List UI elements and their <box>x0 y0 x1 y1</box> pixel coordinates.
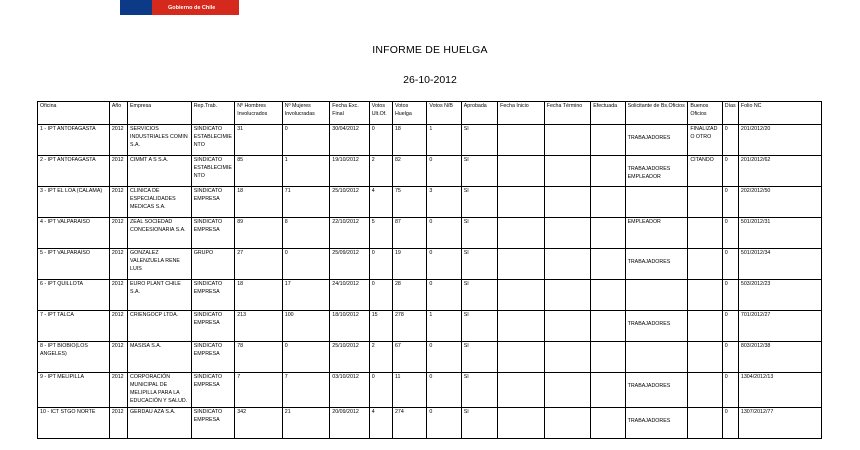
table-row <box>38 218 822 249</box>
cell-fecha-termino <box>544 311 591 342</box>
cell-fecha-inicio <box>498 407 545 438</box>
cell-votos-huelga: 87 <box>392 218 426 249</box>
cell-hombres: 18 <box>235 187 283 218</box>
cell-fecha-exc: 24/10/2012 <box>330 280 369 311</box>
cell-fecha-exc: 25/09/2012 <box>330 249 369 280</box>
cell-rep: GRUPO <box>191 249 234 280</box>
cell-votos-ult: 2 <box>369 156 392 187</box>
table-body <box>38 125 822 439</box>
cell-rep: SINDICATO ESTABLECIMIENTO <box>191 125 234 156</box>
report-date: 26-10-2012 <box>403 74 457 86</box>
column-header: Empresa <box>128 102 192 125</box>
cell-anio: 2012 <box>109 407 127 438</box>
table-row <box>38 311 822 342</box>
cell-aprobada: SI <box>461 311 497 342</box>
cell-mujeres: 100 <box>282 311 330 342</box>
cell-hombres: 7 <box>235 373 283 408</box>
cell-fecha-exc: 03/10/2012 <box>330 373 369 408</box>
table-row <box>38 280 822 311</box>
column-header: Buenos Oficios <box>688 102 722 125</box>
cell-oficina: 10 - ICT STGO NORTE <box>38 407 110 438</box>
cell-fecha-termino <box>544 249 591 280</box>
cell-solicitante <box>625 342 688 373</box>
cell-aprobada: SI <box>461 218 497 249</box>
cell-buenos-oficios <box>688 311 722 342</box>
cell-anio: 2012 <box>109 373 127 408</box>
cell-hombres: 342 <box>235 407 283 438</box>
cell-buenos-oficios <box>688 373 722 408</box>
column-header: Votos N/B <box>427 102 461 125</box>
cell-rep: SINDICATO EMPRESA <box>191 373 234 408</box>
cell-buenos-oficios <box>688 280 722 311</box>
cell-folio: 201/2012/62 <box>738 156 821 187</box>
cell-fecha-termino <box>544 218 591 249</box>
cell-votos-ult: 0 <box>369 280 392 311</box>
cell-votos-nb: 1 <box>427 311 461 342</box>
column-header: Nº Mujeres Involucradas <box>282 102 330 125</box>
cell-mujeres: 21 <box>282 407 330 438</box>
cell-dias: 0 <box>722 125 738 156</box>
column-header: Folio NC <box>738 102 821 125</box>
cell-anio: 2012 <box>109 187 127 218</box>
cell-votos-huelga: 11 <box>392 373 426 408</box>
cell-votos-ult: 4 <box>369 407 392 438</box>
cell-votos-ult: 4 <box>369 187 392 218</box>
cell-votos-nb: 1 <box>427 125 461 156</box>
solicitante-bottom: TRABAJADORES <box>627 259 671 265</box>
cell-dias: 0 <box>722 373 738 408</box>
column-header: Votos Ult.Of. <box>369 102 392 125</box>
cell-hombres: 18 <box>235 280 283 311</box>
cell-fecha-termino <box>544 407 591 438</box>
cell-fecha-termino <box>544 156 591 187</box>
cell-efectuada <box>591 342 625 373</box>
cell-fecha-termino <box>544 187 591 218</box>
cell-votos-huelga: 274 <box>392 407 426 438</box>
cell-aprobada: SI <box>461 125 497 156</box>
column-header: Oficina <box>38 102 110 125</box>
cell-oficina: 5 - IPT VALPARAISO <box>38 249 110 280</box>
cell-mujeres: 17 <box>282 280 330 311</box>
cell-votos-ult: 5 <box>369 218 392 249</box>
cell-efectuada <box>591 156 625 187</box>
cell-hombres: 27 <box>235 249 283 280</box>
cell-buenos-oficios: CITANDO <box>688 156 722 187</box>
solicitante-bottom: TRABAJADORES EMPLEADOR <box>627 166 671 180</box>
cell-oficina: 2 - IPT ANTOFAGASTA <box>38 156 110 187</box>
cell-fecha-inicio <box>498 249 545 280</box>
cell-mujeres: 8 <box>282 218 330 249</box>
column-header: Votos Huelga <box>392 102 426 125</box>
cell-dias: 0 <box>722 311 738 342</box>
cell-aprobada: SI <box>461 280 497 311</box>
cell-solicitante <box>625 187 688 218</box>
cell-dias: 0 <box>722 218 738 249</box>
cell-anio: 2012 <box>109 342 127 373</box>
cell-solicitante <box>625 407 688 438</box>
column-header: Fecha Exc. Final <box>330 102 369 125</box>
cell-folio: 201/2012/20 <box>738 125 821 156</box>
logo-blue-block <box>120 0 152 15</box>
cell-fecha-termino <box>544 125 591 156</box>
cell-fecha-inicio <box>498 125 545 156</box>
cell-buenos-oficios: FINALIZADO OTRO <box>688 125 722 156</box>
cell-fecha-exc: 22/10/2012 <box>330 218 369 249</box>
cell-fecha-inicio <box>498 218 545 249</box>
cell-solicitante <box>625 156 688 187</box>
cell-empresa: CORPORACIÓN MUNICIPAL DE MELIPILLA PARA LA EDUCACIÓN Y SALUD. <box>128 373 192 408</box>
cell-oficina: 1 - IPT ANTOFAGASTA <box>38 125 110 156</box>
cell-mujeres: 1 <box>282 156 330 187</box>
cell-rep: SINDICATO EMPRESA <box>191 187 234 218</box>
table-row <box>38 156 822 187</box>
cell-empresa: CRIENGOCP LTDA. <box>128 311 192 342</box>
cell-votos-huelga: 67 <box>392 342 426 373</box>
cell-aprobada: SI <box>461 342 497 373</box>
cell-oficina: 6 - IPT QUILLOTA <box>38 280 110 311</box>
cell-hombres: 31 <box>235 125 283 156</box>
cell-rep: SINDICATO ESTABLECIMIENTO <box>191 156 234 187</box>
cell-anio: 2012 <box>109 125 127 156</box>
logo-text: Gobierno de Chile <box>168 5 216 11</box>
cell-fecha-inicio <box>498 311 545 342</box>
cell-fecha-termino <box>544 280 591 311</box>
cell-folio: 501/2012/34 <box>738 249 821 280</box>
cell-aprobada: SI <box>461 373 497 408</box>
cell-anio: 2012 <box>109 156 127 187</box>
cell-rep: SINDICATO EMPRESA <box>191 407 234 438</box>
cell-solicitante <box>625 373 688 408</box>
cell-votos-huelga: 278 <box>392 311 426 342</box>
cell-solicitante <box>625 125 688 156</box>
cell-dias: 0 <box>722 407 738 438</box>
cell-votos-nb: 0 <box>427 373 461 408</box>
cell-votos-huelga: 75 <box>392 187 426 218</box>
cell-anio: 2012 <box>109 311 127 342</box>
cell-dias: 0 <box>722 342 738 373</box>
solicitante-bottom: TRABAJADORES <box>627 417 671 424</box>
cell-votos-ult: 0 <box>369 249 392 280</box>
cell-buenos-oficios <box>688 249 722 280</box>
cell-solicitante <box>625 249 688 280</box>
solicitante-top: EMPLEADOR <box>627 219 661 225</box>
cell-mujeres: 0 <box>282 249 330 280</box>
cell-folio: 503/2012/23 <box>738 280 821 311</box>
cell-fecha-exc: 19/10/2012 <box>330 156 369 187</box>
cell-oficina: 7 - IPT TALCA <box>38 311 110 342</box>
cell-dias: 0 <box>722 187 738 218</box>
cell-oficina: 4 - IPT VALPARAISO <box>38 218 110 249</box>
column-header: Efectuada <box>591 102 625 125</box>
cell-votos-ult: 0 <box>369 373 392 408</box>
cell-efectuada <box>591 125 625 156</box>
solicitante-bottom: TRABAJADORES <box>627 383 671 389</box>
cell-solicitante <box>625 218 688 249</box>
cell-oficina: 3 - IPT EL LOA (CALAMA) <box>38 187 110 218</box>
cell-folio: 701/2012/27 <box>738 311 821 342</box>
cell-fecha-exc: 25/10/2012 <box>330 187 369 218</box>
table-header-row <box>38 102 822 125</box>
cell-empresa: GERDAU AZA S.A. <box>128 407 192 438</box>
cell-buenos-oficios <box>688 407 722 438</box>
cell-anio: 2012 <box>109 218 127 249</box>
cell-efectuada <box>591 407 625 438</box>
cell-empresa: SERVICIOS INDUSTRIALES COMIN S.A. <box>128 125 192 156</box>
cell-votos-nb: 3 <box>427 187 461 218</box>
cell-votos-nb: 0 <box>427 156 461 187</box>
gobierno-logo <box>120 0 239 15</box>
cell-solicitante <box>625 280 688 311</box>
cell-votos-nb: 0 <box>427 249 461 280</box>
cell-votos-nb: 0 <box>427 407 461 438</box>
cell-efectuada <box>591 187 625 218</box>
cell-votos-huelga: 28 <box>392 280 426 311</box>
cell-folio: 1307/2012/77 <box>738 407 821 438</box>
cell-aprobada: SI <box>461 249 497 280</box>
cell-votos-huelga: 82 <box>392 156 426 187</box>
table-row <box>38 249 822 280</box>
cell-rep: SINDICATO EMPRESA <box>191 218 234 249</box>
cell-empresa: EURO PLANT CHILE S.A. <box>128 280 192 311</box>
cell-aprobada: SI <box>461 187 497 218</box>
cell-efectuada <box>591 280 625 311</box>
cell-fecha-exc: 20/09/2012 <box>330 407 369 438</box>
cell-folio: 1304/2012/13 <box>738 373 821 408</box>
cell-fecha-exc: 18/10/2012 <box>330 311 369 342</box>
column-header: Año <box>109 102 127 125</box>
cell-oficina: 9 - IPT MELIPILLA <box>38 373 110 408</box>
cell-anio: 2012 <box>109 249 127 280</box>
column-header: Aprobada <box>461 102 497 125</box>
cell-fecha-inicio <box>498 156 545 187</box>
cell-mujeres: 7 <box>282 373 330 408</box>
cell-votos-nb: 0 <box>427 218 461 249</box>
cell-empresa: CIMMT A S S.A. <box>128 156 192 187</box>
cell-fecha-inicio <box>498 373 545 408</box>
cell-mujeres: 71 <box>282 187 330 218</box>
cell-aprobada: SI <box>461 407 497 438</box>
cell-efectuada <box>591 218 625 249</box>
cell-votos-ult: 0 <box>369 125 392 156</box>
cell-fecha-termino <box>544 342 591 373</box>
cell-efectuada <box>591 373 625 408</box>
cell-anio: 2012 <box>109 280 127 311</box>
cell-efectuada <box>591 249 625 280</box>
cell-buenos-oficios <box>688 342 722 373</box>
cell-votos-ult: 2 <box>369 342 392 373</box>
cell-mujeres: 0 <box>282 125 330 156</box>
cell-fecha-termino <box>544 373 591 408</box>
cell-rep: SINDICATO EMPRESA <box>191 280 234 311</box>
cell-folio: 202/2012/50 <box>738 187 821 218</box>
cell-hombres: 213 <box>235 311 283 342</box>
cell-empresa: GONZALEZ VALENZUELA RENE LUIS <box>128 249 192 280</box>
cell-dias: 0 <box>722 280 738 311</box>
table-row <box>38 407 822 438</box>
cell-votos-nb: 0 <box>427 342 461 373</box>
cell-folio: 803/2012/38 <box>738 342 821 373</box>
cell-empresa: ZEAL SOCIEDAD CONCESIONARIA S.A. <box>128 218 192 249</box>
report-title: INFORME DE HUELGA <box>372 44 488 56</box>
column-header: Rep.Trab. <box>191 102 234 125</box>
cell-hombres: 78 <box>235 342 283 373</box>
column-header: Solicitante de Bs.Oficios <box>625 102 688 125</box>
cell-solicitante <box>625 311 688 342</box>
cell-efectuada <box>591 311 625 342</box>
cell-fecha-inicio <box>498 342 545 373</box>
cell-oficina: 8 - IPT BIOBIO(LOS ANGELES) <box>38 342 110 373</box>
cell-buenos-oficios <box>688 187 722 218</box>
table-row <box>38 187 822 218</box>
cell-fecha-inicio <box>498 280 545 311</box>
cell-fecha-exc: 25/10/2012 <box>330 342 369 373</box>
cell-hombres: 89 <box>235 218 283 249</box>
solicitante-bottom: TRABAJADORES <box>627 321 671 327</box>
cell-empresa: MASISA S.A. <box>128 342 192 373</box>
cell-dias: 0 <box>722 249 738 280</box>
cell-votos-ult: 15 <box>369 311 392 342</box>
cell-votos-nb: 0 <box>427 280 461 311</box>
cell-aprobada: SI <box>461 156 497 187</box>
cell-votos-huelga: 18 <box>392 125 426 156</box>
strike-report-table <box>37 101 822 439</box>
cell-fecha-exc: 30/04/2012 <box>330 125 369 156</box>
column-header: Días <box>722 102 738 125</box>
column-header: Fecha Inicio <box>498 102 545 125</box>
cell-mujeres: 0 <box>282 342 330 373</box>
table-row <box>38 342 822 373</box>
table-row <box>38 373 822 408</box>
cell-folio: 501/2012/31 <box>738 218 821 249</box>
cell-rep: SINDICATO EMPRESA <box>191 342 234 373</box>
cell-buenos-oficios <box>688 218 722 249</box>
solicitante-bottom: TRABAJADORES <box>627 135 671 141</box>
table-row <box>38 125 822 156</box>
cell-rep: SINDICATO EMPRESA <box>191 311 234 342</box>
cell-fecha-inicio <box>498 187 545 218</box>
column-header: Nº Hombres Involucrados <box>235 102 283 125</box>
cell-votos-huelga: 19 <box>392 249 426 280</box>
cell-empresa: CLINICA DE ESPECIALIDADES MEDICAS S.A. <box>128 187 192 218</box>
cell-hombres: 85 <box>235 156 283 187</box>
cell-dias: 0 <box>722 156 738 187</box>
column-header: Fecha Término <box>544 102 591 125</box>
